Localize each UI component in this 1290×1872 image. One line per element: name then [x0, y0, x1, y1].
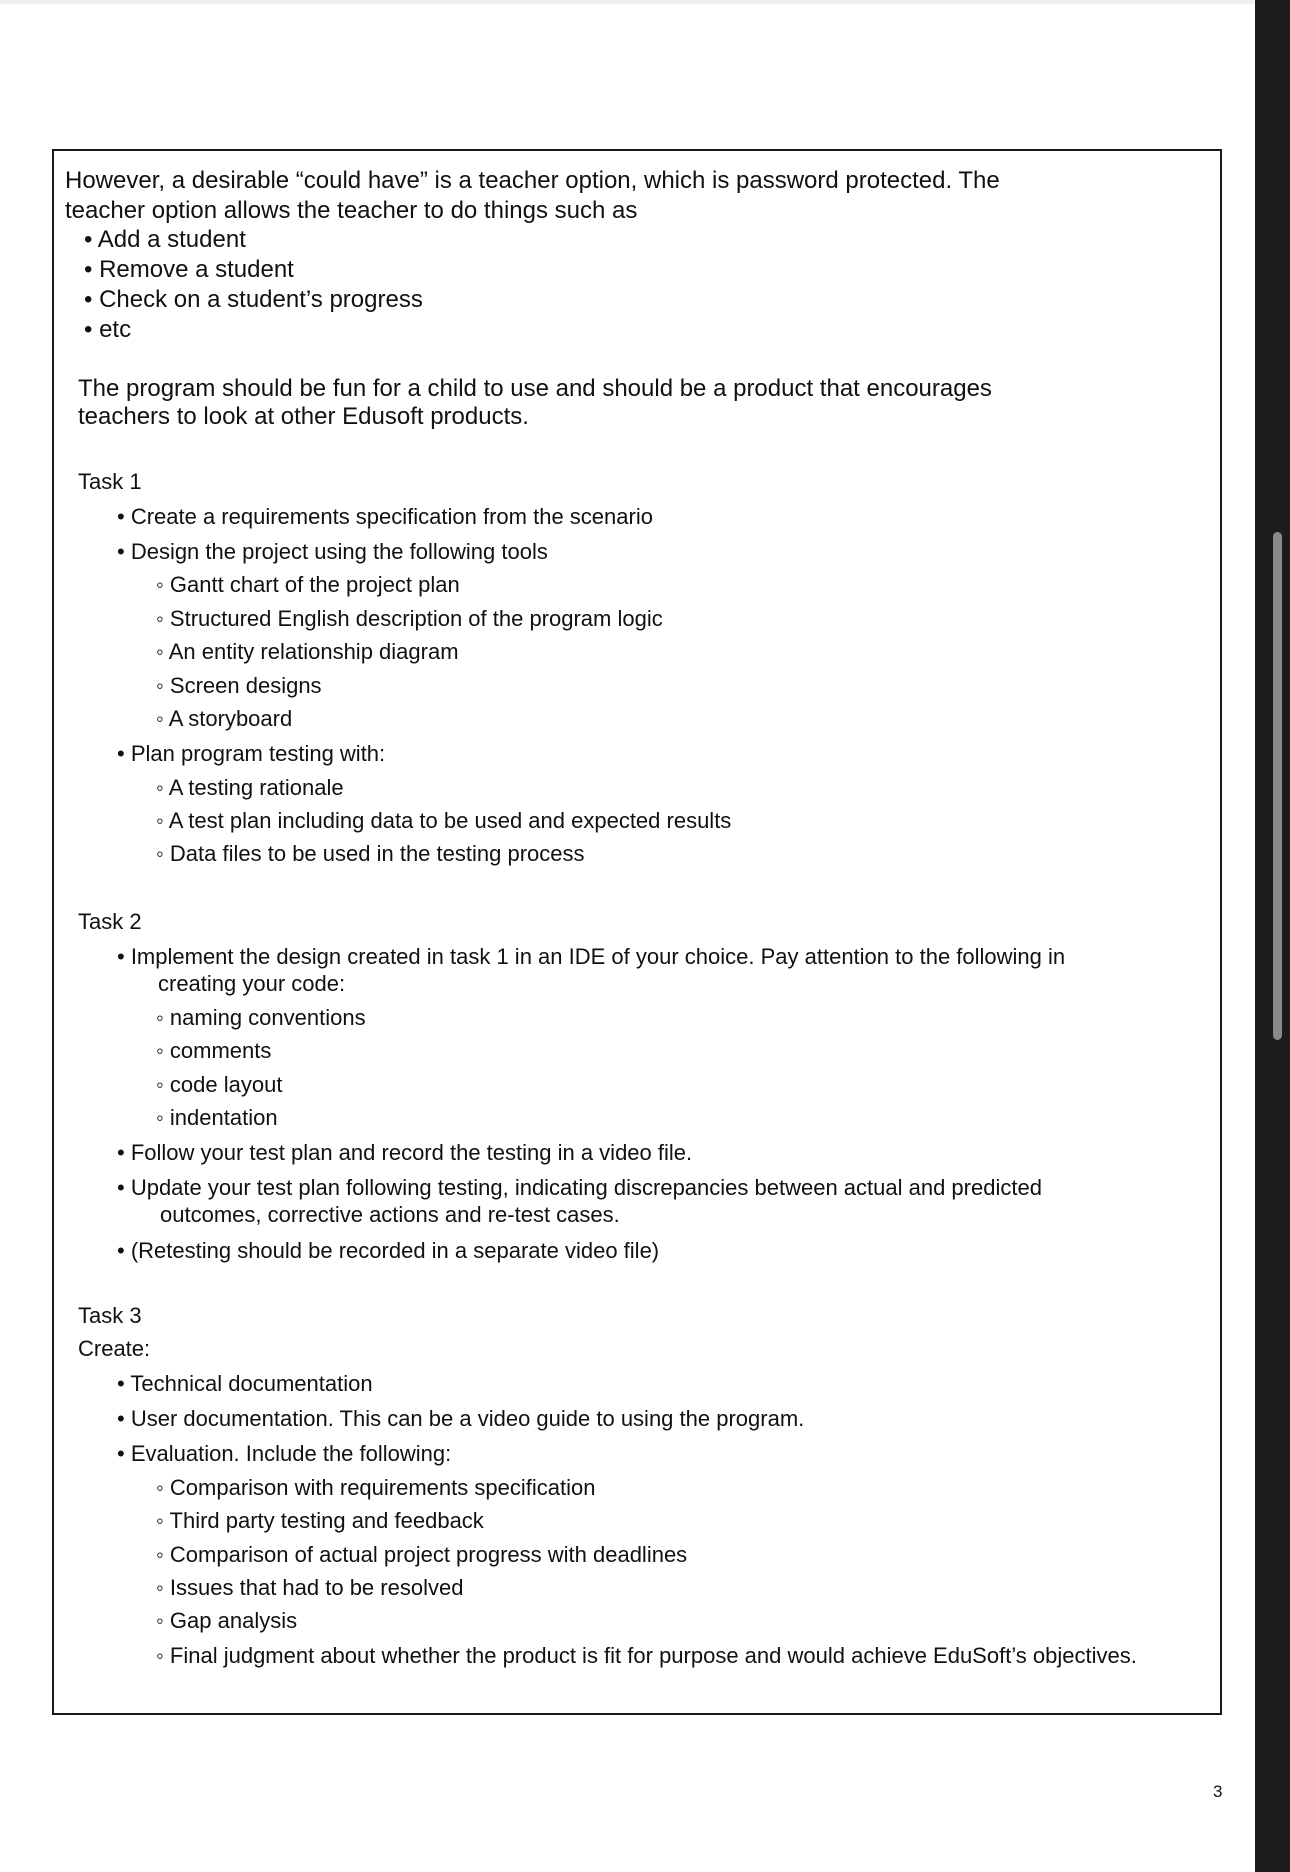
task-1-item: • Design the project using the following tools: [117, 539, 548, 564]
task-2-subitem: ◦ indentation: [156, 1105, 278, 1130]
page-number: 3: [1213, 1782, 1223, 1801]
task-2-item-continuation: creating your code:: [158, 971, 346, 996]
task-2-item: • (Retesting should be recorded in a separate video file): [117, 1238, 660, 1263]
task-3-item: • Evaluation. Include the following:: [117, 1441, 452, 1466]
task-2-subitem: ◦ code layout: [156, 1072, 283, 1097]
task-3-item: • Technical documentation: [117, 1371, 373, 1396]
teacher-option-item: • Add a student: [84, 226, 246, 253]
fun-paragraph-line-2: teachers to look at other Edusoft products.: [78, 403, 529, 430]
task-1-subitem: ◦ A testing rationale: [156, 775, 344, 800]
task-3-subitem: ◦ Issues that had to be resolved: [156, 1575, 464, 1600]
task-1-subitem: ◦ An entity relationship diagram: [156, 639, 459, 664]
task-1-item: • Create a requirements specification from the scenario: [117, 504, 653, 529]
task-3-subitem: ◦ Gap analysis: [156, 1608, 298, 1633]
task-3-heading: Task 3: [78, 1303, 142, 1328]
task-2-item: • Follow your test plan and record the testing in a video file.: [117, 1140, 693, 1165]
top-edge: [0, 0, 1255, 4]
intro-line-1: However, a desirable “could have” is a teacher option, which is password protected. The: [65, 167, 1000, 194]
task-1-heading: Task 1: [78, 469, 142, 494]
task-2-item-continuation: outcomes, corrective actions and re-test cases.: [160, 1202, 620, 1227]
task-1-subitem: ◦ A storyboard: [156, 706, 293, 731]
scrollbar-thumb[interactable]: [1273, 532, 1282, 1040]
task-2-item: • Update your test plan following testing, indicating discrepancies between actual and predicted: [117, 1175, 1042, 1200]
task-2-subitem: ◦ comments: [156, 1038, 272, 1063]
task-2-item: • Implement the design created in task 1 in an IDE of your choice. Pay attention to the following in: [117, 944, 1066, 969]
task-3-create-label: Create:: [78, 1336, 151, 1361]
fun-paragraph-line-1: The program should be fun for a child to use and should be a product that encourages: [78, 375, 992, 402]
task-1-subitem: ◦ A test plan including data to be used and expected results: [156, 808, 732, 833]
task-1-subitem: ◦ Gantt chart of the project plan: [156, 572, 460, 597]
teacher-option-item: • Remove a student: [84, 256, 294, 283]
task-1-subitem: ◦ Structured English description of the program logic: [156, 606, 663, 631]
task-1-item: • Plan program testing with:: [117, 741, 386, 766]
intro-line-2: teacher option allows the teacher to do things such as: [65, 197, 638, 224]
task-2-subitem: ◦ naming conventions: [156, 1005, 366, 1030]
teacher-option-item: • etc: [84, 316, 132, 343]
task-3-subitem: ◦ Third party testing and feedback: [156, 1508, 484, 1533]
task-3-subitem: ◦ Final judgment about whether the product is fit for purpose and would achieve EduSoft’s objectives.: [156, 1643, 1137, 1668]
task-3-subitem: ◦ Comparison with requirements specification: [156, 1475, 596, 1500]
task-2-heading: Task 2: [78, 909, 142, 934]
teacher-option-item: • Check on a student’s progress: [84, 286, 423, 313]
task-1-subitem: ◦ Screen designs: [156, 673, 322, 698]
task-1-subitem: ◦ Data files to be used in the testing process: [156, 841, 585, 866]
task-3-subitem: ◦ Comparison of actual project progress with deadlines: [156, 1542, 688, 1567]
task-3-item: • User documentation. This can be a video guide to using the program.: [117, 1406, 805, 1431]
